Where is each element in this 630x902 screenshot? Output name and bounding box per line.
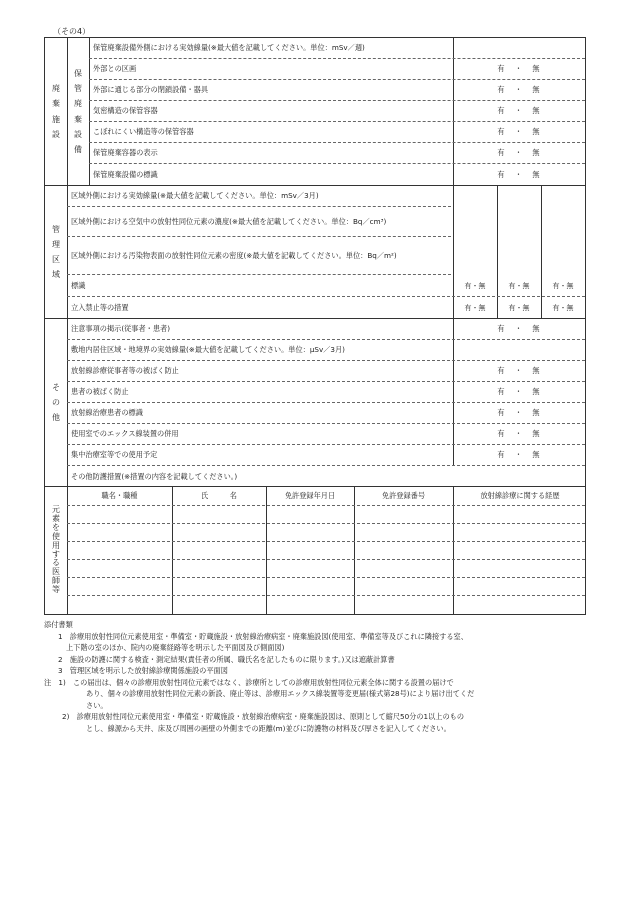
waste-answer[interactable]: 有 ・ 無 [497, 64, 540, 73]
other-answer[interactable]: 有 ・ 無 [497, 450, 540, 459]
other-row: 放射線治療患者の標識 有 ・ 無 [67, 403, 585, 424]
col-header-license-date: 免許登録年月日 [284, 491, 336, 500]
waste-answer[interactable]: 有 ・ 無 [497, 127, 540, 136]
waste-answer[interactable]: 有 ・ 無 [497, 85, 540, 94]
other-answer[interactable]: 有 ・ 無 [497, 387, 540, 396]
waste-answer[interactable]: 有 ・ 無 [497, 106, 540, 115]
other-label: そ の 他 [52, 382, 60, 423]
col-header-career: 放射線診療に関する経歴 [480, 491, 560, 500]
other-row: その他防護措置(※措置の内容を記載してください。) [71, 471, 238, 481]
other-row: 集中治療室等での使用予定 有 ・ 無 [67, 445, 585, 466]
waste-row: 気密構造の保管容器 有 ・ 無 [89, 101, 585, 122]
other-row: 敷地内居住区域・地境界の実効線量(※最大値を記載してください。単位：μSv／3月) [67, 340, 585, 361]
doctors-section [45, 487, 585, 614]
doctors-header-row [67, 487, 585, 506]
doctor-row[interactable] [67, 524, 585, 542]
waste-outer-label: 廃 棄 施 設 [52, 84, 60, 139]
other-section [45, 319, 585, 487]
notes-title: 添付書類 [44, 620, 73, 629]
waste-row: 保管廃棄設備の標識 有 ・ 無 [89, 164, 585, 186]
other-row: 使用室でのエックス線装置の併用 有 ・ 無 [67, 424, 585, 445]
control-row: 標識 有・無 有・無 有・無 [67, 275, 585, 297]
doctor-row[interactable] [67, 506, 585, 524]
waste-row: 外部に通じる部分の閉鎖設備・器具 有 ・ 無 [89, 80, 585, 101]
control-answer[interactable]: 有・無 [552, 281, 574, 290]
control-row: 区域外側における汚染物表面の放射性同位元素の密度(※最大値を記載してください。単位：Bq／m²) [67, 237, 451, 275]
form-table [44, 37, 586, 615]
doctor-row[interactable] [67, 560, 585, 578]
control-row: 立入禁止等の措置 有・無 有・無 有・無 [67, 297, 585, 319]
waste-row: 保管廃棄設備外側における実効線量(※最大値を記載してください。単位：mSv／週) [89, 38, 585, 59]
doctor-row[interactable] [67, 542, 585, 560]
col-header-license-number: 免許登録番号 [381, 491, 426, 500]
control-answer[interactable]: 有・無 [508, 281, 530, 290]
control-answer[interactable]: 有・無 [552, 304, 574, 312]
waste-facility-section [45, 38, 585, 186]
control-label: 管 理 区 域 [52, 224, 60, 280]
col-header-name: 氏 名 [201, 491, 237, 500]
doctor-row[interactable] [67, 596, 585, 614]
attachment-notes: 添付書類 1 診療用放射性同位元素使用室・準備室・貯蔵施設・放射線治療病室・廃棄施設図(使用室、準備室等及びこれに隣接する室、 上下階の室のほか、院内の廃棄経路等を明示した平面図及び側面図) 2 施設の防護に関する検査・測定結果(責任者の所属、職氏名を記したものに限ります。)又は遮蔽計算書 3 管理区域を明示した放射線診療関係施設の平面図 注 1) この届出は、個々の診療用放射性同位元素ではなく、診療所としての診療用放射性同位元素全体に関する設置の届けで あり、個々の診療用放射性同位元素の新設、廃止等は、診療用エックス線装置等変更届(様式第28号)により届け出てくだ さい。 2) 診療用放射性同位元素使用室・準備室・貯蔵施設・放射線治療病室・廃棄施設図は、原則として縮尺50分の1以上のもの とし、線源から天井、床及び周囲の画壁の外側までの距離(m)並びに防護物の材料及び厚さを記入してください。 [44, 619, 589, 734]
other-row: 患者の被ばく防止 有 ・ 無 [67, 382, 585, 403]
other-row: 放射線診療従事者等の被ばく防止 有 ・ 無 [67, 361, 585, 382]
other-answer[interactable]: 有 ・ 無 [497, 324, 540, 333]
other-answer[interactable]: 有 ・ 無 [497, 408, 540, 417]
other-row: 注意事項の掲示(従事者・患者) 有 ・ 無 [67, 319, 585, 340]
waste-answer[interactable]: 有 ・ 無 [497, 148, 540, 157]
control-row: 区域外側における実効線量(※最大値を記載してください。単位：mSv／3月) [67, 186, 451, 207]
waste-row: こぼれにくい構造等の保管容器 有 ・ 無 [89, 122, 585, 143]
control-answer[interactable]: 有・無 [508, 304, 530, 312]
other-answer[interactable]: 有 ・ 無 [497, 366, 540, 375]
doctors-label: 元 素 を 使 用 す る 医 師 等 [52, 504, 60, 595]
page-label: （その4） [53, 27, 91, 36]
waste-inner-label: 保 管 廃 棄 設 備 [74, 68, 82, 154]
waste-row: 保管廃棄容器の表示 有 ・ 無 [89, 143, 585, 164]
control-answer[interactable]: 有・無 [464, 281, 486, 290]
other-answer[interactable]: 有 ・ 無 [497, 429, 540, 438]
waste-answer[interactable]: 有 ・ 無 [497, 170, 540, 179]
control-answer[interactable]: 有・無 [464, 304, 486, 312]
controlled-area-section [45, 186, 585, 319]
doctor-row[interactable] [67, 578, 585, 596]
waste-row: 外部との区画 有 ・ 無 [89, 59, 585, 80]
control-row: 区域外側における空気中の放射性同位元素の濃度(※最大値を記載してください。単位：Bq／cm³) [67, 207, 451, 237]
col-header-title: 職名・職種 [101, 491, 138, 500]
